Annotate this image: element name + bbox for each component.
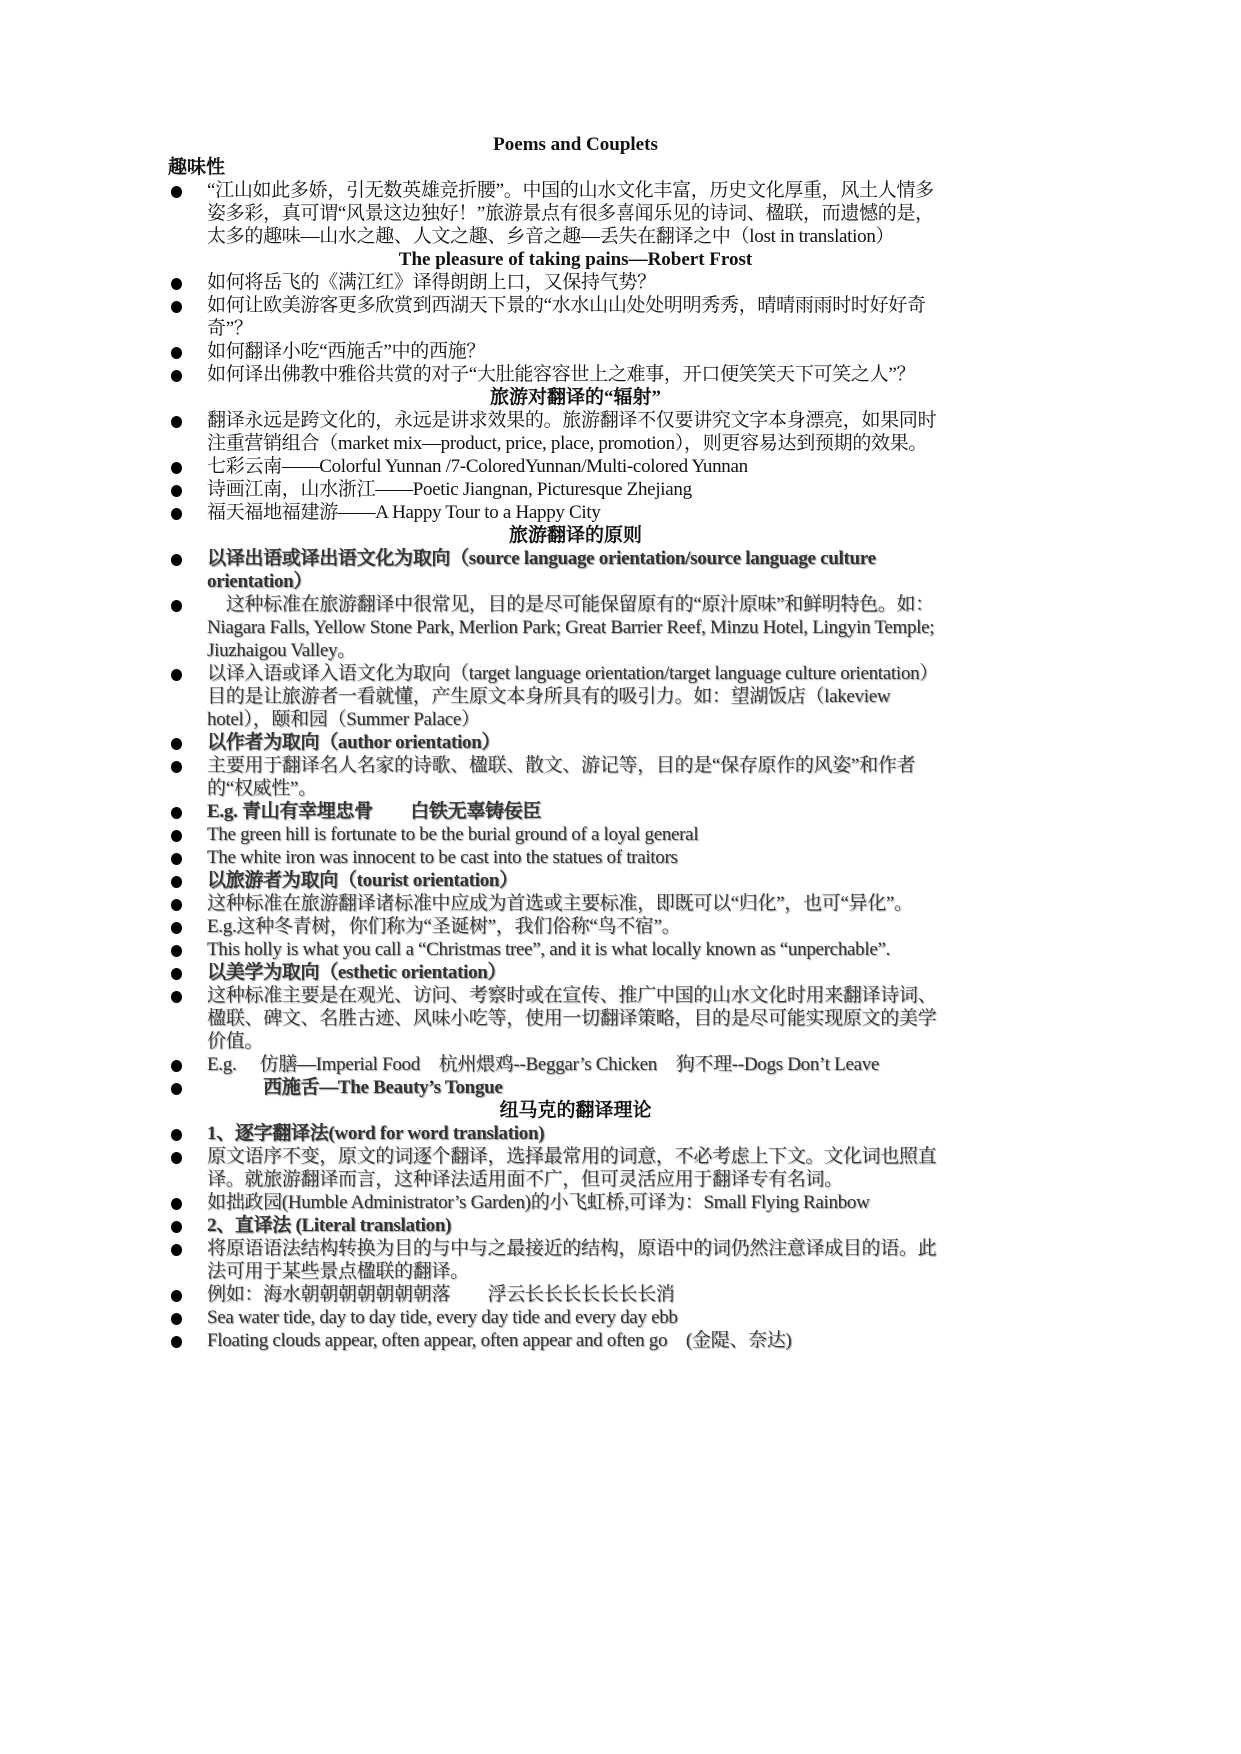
bullet-item (168, 984, 943, 1053)
bullet-item (168, 1214, 943, 1237)
bullet-text: 七彩云南——Colorful Yunnan /7-ColoredYunnan/Multi-colored Yunnan (207, 456, 748, 477)
bullet-icon (171, 945, 182, 957)
bullet-icon (171, 508, 182, 520)
bullet-item (168, 1122, 943, 1145)
bullet-text: E.g. 仿膳—Imperial Food 杭州煨鸡--Beggar’s Chicken 狗不理--Dogs Don’t Leave (207, 1054, 880, 1075)
bullet-icon (171, 1198, 182, 1210)
bullet-icon (171, 1152, 182, 1164)
bullet-item (168, 340, 943, 363)
bullet-icon (171, 853, 182, 865)
bullet-item (168, 823, 943, 846)
bullet-icon (171, 968, 182, 980)
bullet-text: 以旅游者为取向（tourist orientation） (207, 870, 518, 891)
bullet-icon (171, 669, 182, 681)
bullet-text: 以译入语或译入语文化为取向（target language orientation/target language culture orientation）目的是让旅游者一看就懂，产生原文本身所具有的吸引力。如：望湖饭店（lakeview hotel），颐和园（Summer Palace） (207, 663, 938, 730)
bullet-text: 这种标准在旅游翻译中很常见，目的是尽可能保留原有的“原汁原味”和鲜明特色。如：Niagara Falls, Yellow Stone Park, Merlion Park; Great Barrier Reef, Minzu Hotel, Lingyin Temple; Jiuzhaigou Valley。 (207, 594, 935, 661)
bullet-text: 如何让欧美游客更多欣赏到西湖天下景的“水水山山处处明明秀秀，晴晴雨雨时时好好奇奇”？ (207, 295, 926, 339)
bullet-icon (171, 1060, 182, 1072)
bullet-text: 这种标准主要是在观光、访问、考察时或在宣传、推广中国的山水文化时用来翻译诗词、楹联、碑文、名胜古迹、风味小吃等，使用一切翻译策略，目的是尽可能实现原文的美学价值。 (207, 985, 937, 1052)
bullet-item (168, 731, 943, 754)
bullet-text: 以美学为取向（esthetic orientation） (207, 962, 507, 983)
bullet-item (168, 938, 943, 961)
bullet-text: 2、直译法 (Literal translation) (207, 1215, 452, 1236)
bullet-item (168, 1283, 943, 1306)
bullet-icon (171, 1313, 182, 1325)
bullet-icon (171, 830, 182, 842)
bullet-icon (171, 600, 182, 612)
bullet-icon (171, 278, 182, 290)
bullet-text: 主要用于翻译名人名家的诗歌、楹联、散文、游记等，目的是“保存原作的风姿”和作者的“权威性”。 (207, 755, 916, 799)
section-heading: 纽马克的翻译理论 (499, 1100, 652, 1121)
bullet-text: 例如：海水朝朝朝朝朝朝朝落 浮云长长长长长长长消 (207, 1284, 675, 1305)
bullet-item (168, 662, 943, 731)
bullet-text: 原文语序不变，原文的词逐个翻译，选择最常用的词意，不必考虑上下文。文化词也照直译。就旅游翻译而言，这种译法适用面不广，但可灵活应用于翻译专有名词。 (207, 1146, 937, 1190)
bullet-text: 西施舌—The Beauty’s Tongue (207, 1077, 503, 1098)
bullet-icon (171, 462, 182, 474)
bullet-text: Sea water tide, day to day tide, every day tide and every day ebb (207, 1307, 678, 1328)
bullet-text: 如何译出佛教中雅俗共赏的对子“大肚能容容世上之难事，开口便笑笑天下可笑之人”？ (207, 364, 916, 385)
bullet-icon (171, 1336, 182, 1348)
bullet-item (168, 1191, 943, 1214)
bullet-text: 将原语语法结构转换为目的与中与之最接近的结构，原语中的词仍然注意译成目的语。此法可用于某些景点楹联的翻译。 (207, 1238, 937, 1282)
bullet-icon (171, 922, 182, 934)
bullet-item (168, 593, 943, 662)
bullet-icon (171, 761, 182, 773)
bullet-icon (171, 1290, 182, 1302)
bullet-text: 以译出语或译出语文化为取向（source language orientation/source language culture orientation） (207, 548, 876, 592)
bullet-item (168, 961, 943, 984)
bullet-item (168, 1053, 943, 1076)
bullet-text: The white iron was innocent to be cast into the statues of traitors (207, 847, 678, 868)
bullet-icon (171, 1083, 182, 1095)
bullet-item (168, 915, 943, 938)
bullet-item (168, 409, 943, 455)
bullet-icon (171, 347, 182, 359)
document-page (168, 133, 943, 1352)
bullet-text: 这种标准在旅游翻译诸标准中应成为首选或主要标准，即既可以“归化”，也可“异化”。 (207, 893, 913, 914)
bullet-item (168, 547, 943, 593)
document-title: Poems and Couplets (493, 134, 658, 155)
bullet-text: 1、逐字翻译法(word for word translation) (207, 1123, 545, 1144)
bullet-text: The green hill is fortunate to be the burial ground of a loyal general (207, 824, 699, 845)
bullet-text: E.g.这种冬青树，你们称为“圣诞树”，我们俗称“鸟不宿”。 (207, 916, 681, 937)
section-heading: 旅游对翻译的“辐射” (489, 387, 661, 408)
bullet-item (168, 1329, 943, 1352)
bullet-item (168, 869, 943, 892)
bullet-text: 如何翻译小吃“西施舌”中的西施？ (207, 341, 486, 362)
bullet-item (168, 455, 943, 478)
bullet-text: 如拙政园(Humble Administrator’s Garden)的小飞虹桥,可译为：Small Flying Rainbow (207, 1192, 870, 1213)
bullet-icon (171, 554, 182, 566)
bullet-icon (171, 1244, 182, 1256)
bullet-text: 诗画江南，山水浙江——Poetic Jiangnan, Picturesque Zhejiang (207, 479, 692, 500)
bullet-item (168, 1145, 943, 1191)
bullet-item (168, 800, 943, 823)
bullet-text: Floating clouds appear, often appear, often appear and often go (金隄、奈达) (207, 1330, 792, 1351)
bullet-item (168, 501, 943, 524)
bullet-text: “江山如此多娇，引无数英雄竞折腰”。中国的山水文化丰富，历史文化厚重，风土人情多姿多彩，真可谓“风景这边独好！”旅游景点有很多喜闻乐见的诗词、楹联，而遗憾的是，太多的趣味—山水之趣、人文之趣、乡音之趣—丢失在翻译之中（lost in translation） (207, 180, 934, 247)
bullet-item (168, 271, 943, 294)
bullet-item (168, 179, 943, 248)
bullet-icon (171, 301, 182, 313)
bullet-item (168, 1237, 943, 1283)
bullet-item (168, 294, 943, 340)
bullet-text: This holly is what you call a “Christmas tree”, and it is what locally known as “unperchable”. (207, 939, 891, 960)
bullet-text: 翻译永远是跨文化的，永远是讲求效果的。旅游翻译不仅要讲究文字本身漂亮，如果同时注重营销组合（market mix—product, price, place, promotion），则更容易达到预期的效果。 (207, 410, 937, 454)
bullet-text: 以作者为取向（author orientation） (207, 732, 501, 753)
section-heading: The pleasure of taking pains—Robert Frost (398, 249, 753, 270)
bullet-icon (171, 1129, 182, 1141)
bullet-icon (171, 370, 182, 382)
bullet-icon (171, 876, 182, 888)
bullet-icon (171, 1221, 182, 1233)
bullet-item (168, 1076, 943, 1099)
bullet-item (168, 846, 943, 869)
subheading: 趣味性 (168, 157, 226, 178)
section-heading: 旅游翻译的原则 (508, 525, 642, 546)
bullet-item (168, 363, 943, 386)
bullet-item (168, 478, 943, 501)
bullet-icon (171, 899, 182, 911)
bullet-text: 福天福地福建游——A Happy Tour to a Happy City (207, 502, 601, 523)
bullet-text: E.g. 青山有幸埋忠骨 白铁无辜铸佞臣 (207, 801, 542, 822)
bullet-item (168, 754, 943, 800)
bullet-icon (171, 485, 182, 497)
bullet-icon (171, 738, 182, 750)
bullet-item (168, 1306, 943, 1329)
bullet-item (168, 892, 943, 915)
bullet-icon (171, 416, 182, 428)
bullet-icon (171, 991, 182, 1003)
bullet-icon (171, 807, 182, 819)
bullet-text: 如何将岳飞的《满江红》译得朗朗上口，又保持气势？ (207, 272, 656, 293)
bullet-icon (171, 186, 182, 198)
